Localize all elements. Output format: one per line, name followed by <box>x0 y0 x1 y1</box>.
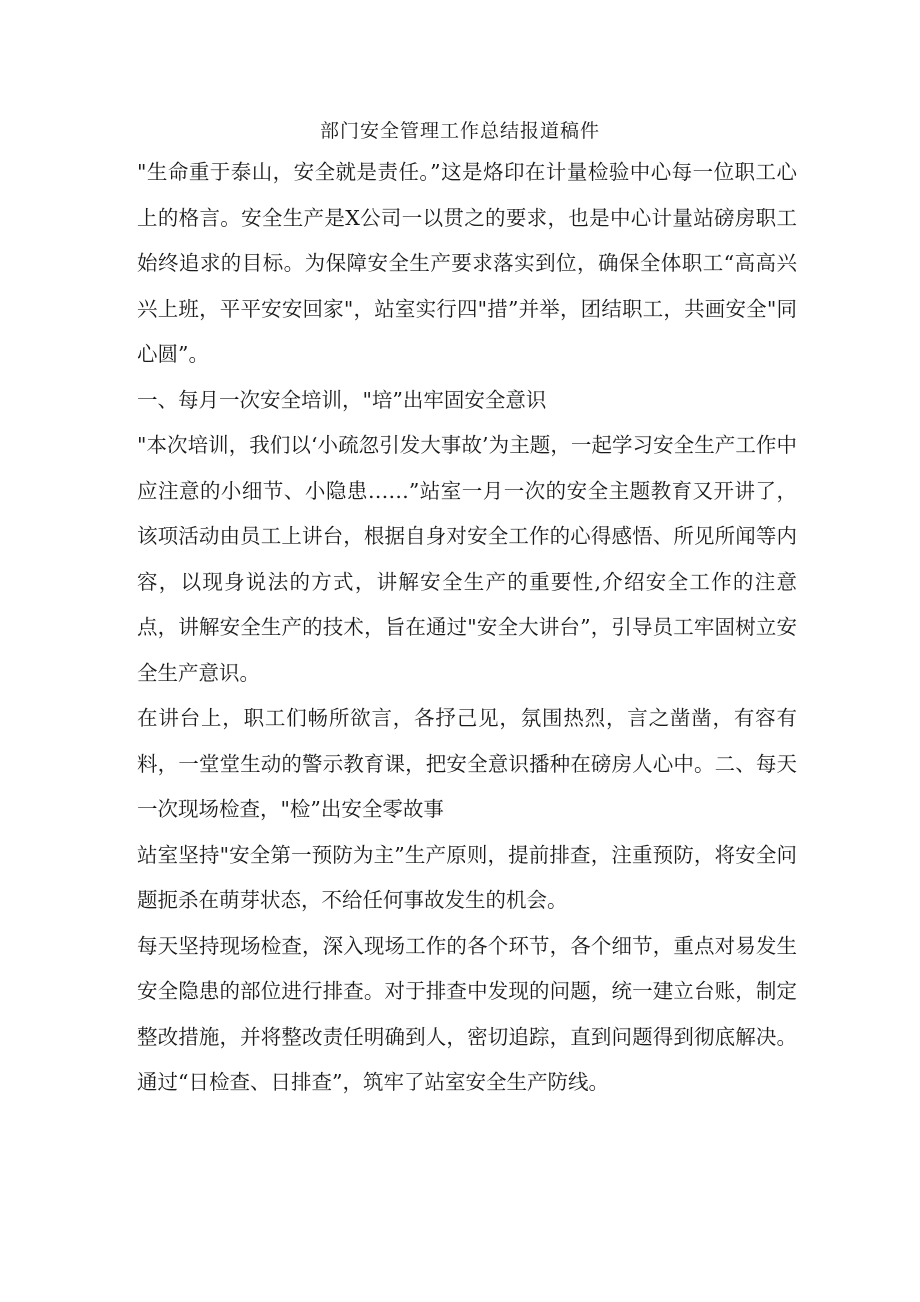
paragraph-intro: "生命重于泰山，安全就是责任。”这是烙印在计量检验中心每一位职工心上的格言。安全生产是X公司一以贯之的要求，也是中心计量站磅房职工始终追求的目标。为保障安全生产要求落实到位，确保全体职工“高高兴兴上班，平平安安回家"，站室实行四"措”并举，团结职工，共画安全"同心圆”。 <box>137 160 797 366</box>
paragraph-training: "本次培训，我们以‘小疏忽引发大事故’为主题，一起学习安全生产工作中应注意的小细节、小隐患……”站室一月一次的安全主题教育又开讲了，该项活动由员工上讲台，根据自身对安全工作的心得感悟、所见所闻等内容，以现身说法的方式，讲解安全生产的重要性,介绍安全工作的注意点，讲解安全生产的技术，旨在通过"安全大讲台”，引导员工牢固树立安全生产意识。 <box>137 433 797 685</box>
document-body <box>137 150 797 1106</box>
document-title: 部门安全管理工作总结报道稿件 <box>319 120 600 142</box>
paragraph-podium: 在讲台上，职工们畅所欲言，各抒己见，氛围热烈，言之凿凿，有容有料，一堂堂生动的警示教育课，把安全意识播种在磅房人心中。二、每天一次现场检查，"检”出安全零故事 <box>137 706 797 821</box>
paragraph-daily-check: 每天坚持现场检查，深入现场工作的各个环节，各个细节，重点对易发生安全隐患的部位进行排查。对于排查中发现的问题，统一建立台账，制定整改措施，并将整改责任明确到人，密切追踪，直到问题得到彻底解决。通过“日检查、日排查”，筑牢了站室安全生产防线。 <box>137 933 797 1094</box>
paragraph-prevention: 站室坚持"安全第一预防为主”生产原则，提前排查，注重预防，将安全问题扼杀在萌芽状态，不给任何事故发生的机会。 <box>137 842 797 912</box>
section-heading-training: 一、每月一次安全培训，"培”出牢固安全意识 <box>137 387 547 412</box>
